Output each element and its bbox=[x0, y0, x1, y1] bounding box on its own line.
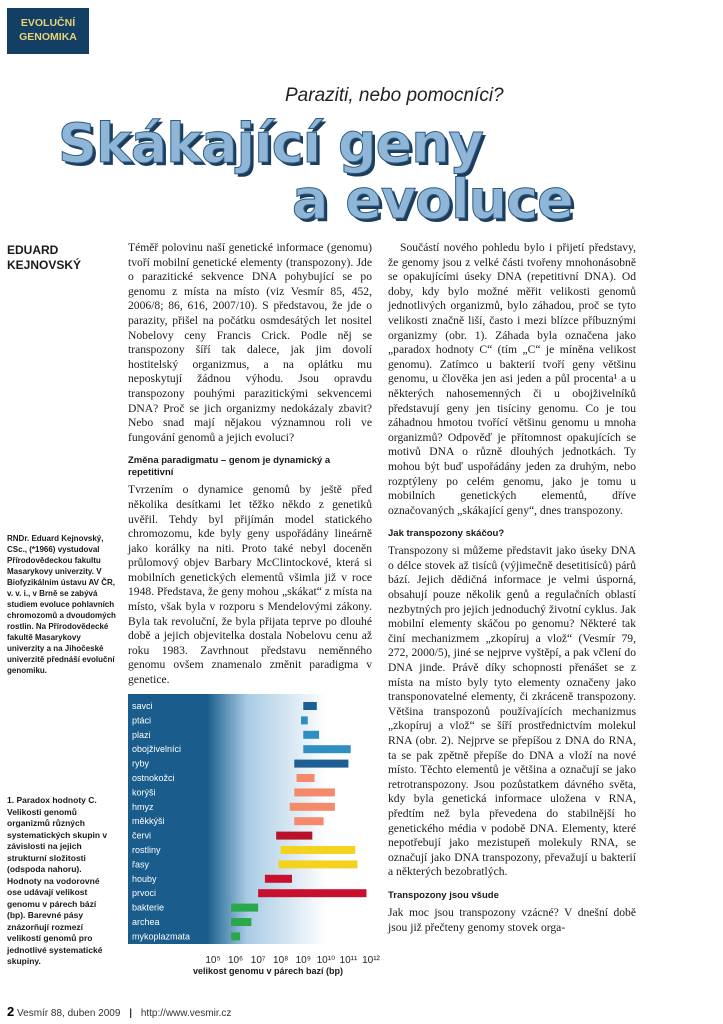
chart-range-bar bbox=[231, 918, 251, 926]
footer-separator: | bbox=[129, 1008, 133, 1019]
chart-range-bar bbox=[294, 760, 348, 768]
chart-category-label: ryby bbox=[132, 758, 150, 769]
chart-range-bar bbox=[303, 731, 319, 739]
chart-x-tick-label: 10¹⁰ bbox=[316, 955, 336, 966]
chart-category-label: ostnokožci bbox=[132, 773, 175, 783]
chart-x-tick-label: 10¹¹ bbox=[339, 955, 358, 966]
chart-x-tick-label: 10⁶ bbox=[227, 955, 244, 966]
article-title-line-1: Skákající geny bbox=[58, 112, 483, 175]
chart-category-label: hmyz bbox=[132, 801, 154, 812]
chart-range-bar bbox=[231, 904, 258, 912]
chart-category-label: houby bbox=[132, 873, 157, 884]
chart-range-bar bbox=[290, 803, 335, 811]
chart-x-tick-label: 10¹² bbox=[362, 955, 380, 966]
chart-range-bar bbox=[297, 774, 315, 782]
article-title-line-2: a evoluce bbox=[292, 168, 573, 231]
chart-range-bar bbox=[231, 932, 240, 940]
chart-range-bar bbox=[258, 889, 366, 897]
section-tag-line-1: EVOLUČNÍ bbox=[20, 17, 76, 29]
chart-range-bar bbox=[276, 832, 312, 840]
chart-category-label: měkkýši bbox=[132, 816, 165, 827]
text-column-left bbox=[128, 241, 372, 688]
page-footer bbox=[7, 1004, 231, 1019]
chart-range-bar bbox=[303, 745, 350, 753]
website-url: http://www.vesmir.cz bbox=[140, 1008, 232, 1019]
page-number: 2 bbox=[7, 1004, 15, 1019]
chart-category-label: obojživelníci bbox=[132, 744, 182, 755]
chart-range-bar bbox=[294, 817, 323, 825]
section-heading: Změna paradigmatu – genom je dynamický a repetitivní bbox=[128, 455, 331, 479]
section-tag-line-2: GENOMIKA bbox=[19, 31, 77, 43]
author-bio: RNDr. Eduard Kejnovský, CSc., (*1966) vystudoval Přírodovědeckou fakultu Masarykovy univerzity. V Biofyzikálním ústavu AV ČR, v. v. i., v Brně se zabývá studiem evoluce pohlavních chromozomů a dvoudomých rostlin. Na Přírodovědecké fakultě Masarykovy univerzity a na Jihočeské univerzitě přednáší evoluční genomiku. bbox=[7, 534, 116, 675]
chart-range-bar bbox=[278, 860, 357, 868]
author-last-name: KEJNOVSKÝ bbox=[7, 258, 82, 272]
chart-range-bar bbox=[294, 788, 335, 796]
chart-category-label: ptáci bbox=[132, 715, 152, 726]
chart-category-label: plazi bbox=[132, 729, 151, 740]
article-subtitle: Paraziti, nebo pomocníci? bbox=[285, 85, 504, 106]
genome-size-chart bbox=[128, 694, 380, 966]
chart-category-label: bakterie bbox=[132, 902, 165, 913]
chart-range-bar bbox=[281, 846, 355, 854]
chart-range-bar bbox=[301, 716, 308, 724]
section-heading: Jak transpozony skáčou? bbox=[388, 528, 505, 540]
author-first-name: EDUARD bbox=[7, 243, 59, 257]
chart-x-tick-label: 10⁵ bbox=[205, 955, 221, 966]
chart-range-bar bbox=[303, 702, 317, 710]
chart-x-tick-label: 10⁹ bbox=[295, 955, 311, 966]
text-column-right bbox=[388, 241, 636, 935]
author-name bbox=[7, 243, 117, 273]
chart-x-tick-label: 10⁸ bbox=[273, 955, 289, 966]
chart-category-label: korýši bbox=[132, 787, 156, 798]
paragraph: Transpozony si můžeme představit jako úseky DNA o délce stovek až tisíců (výjimečně desetitisíců) párů bází. Jejich dědičná informace je velmi úsporná, obsahují pouze několik genů a regulačních oblastí nezbytných pro jejich jednoduchý životní cyklus. Jak mobilní elementy skáčou po genomu? Některé tak činí mechanizmem „zkopíruj a vlož“ (Vesmír 79, 272, 2000/5), jiné se nejprve vyštěpí, a pak včlení do DNA jinde. Právě díky schopnosti přenášet se z místa na místo byly tyto elementy označeny jako transponovatelné elementy, či zkráceně transpozony. Většina transpozonů používajících mechanizmus „zkopíruj a vlož“ se šíří prostřednictvím molekul RNA (obr. 2). Nejprve se přepíšou z DNA do RNA, ta se pak zpětně přepíše do DNA a vloží na nové místo. Těchto elementů je většina a označují se jako retrotranspozony. Jsou pozůstatkem dávného světa, kdy byla genetická informace uložena v RNA, předtím než byla převedena do stabilnější ho genetického média v podobě DNA. Elementy, které nepotřebují jako mezistupeň molekuly RNA, se označují jako DNA transpozony, převažují u bakterií a některých bezobratlých. bbox=[388, 544, 636, 879]
chart-category-label: prvoci bbox=[132, 888, 157, 899]
chart-range-bar bbox=[265, 875, 292, 883]
paragraph: Tvrzením o dynamice genomů by ještě před několika desítkami let těžko někdo z genetiků uvěřil. Tehdy byl přijímán model statického chromozomu, kde byly geny uspořádány lineárně jako korálky na niti. Proto také nebyl doceněn průlomový objev Barbary McClintockové, která si mobilních genetických elementů všimla již v roce 1948. Představa, že geny mohou „skákat“ z místa na místo, však byla v rozporu s Mendelovými zákony. Byla tak revoluční, že byla přijata teprve po dlouhé době a jejich objevitelka dostala Nobelovu cenu až roku 1983. Zavrhnout představu neměnného genomu ovšem znamenalo změnit paradigma v genetice. bbox=[128, 483, 372, 687]
chart-category-label: savci bbox=[132, 701, 153, 711]
paragraph: Téměř polovinu naší genetické informace (genomu) tvoří mobilní genetické elementy (transpozony). Jde o parazitické sekvence DNA pohybující se po genomu z místa na místo (viz Vesmír 85, 452, 2006/8; 86, 616, 2007/10). S představou, že jde o parazity, přišel na počátku osmdesátých let nositel Nobelovy ceny Francis Crick. Podle něj se transpozony šíří tak dalece, jak jim dovolí hostitelský organizmus, a na oplátku mu neposkytují žádnou výhodu. Jsou opravdu transpozony pouhými parazitickými sekvencemi DNA? Proč se jich organizmy nedokázaly zbavit? Nebo snad mají nějakou významnou roli ve fungování genomů a jejich evoluci? bbox=[128, 241, 372, 444]
chart-category-label: mykoplazmata bbox=[132, 931, 191, 942]
issue-info: Vesmír 88, duben 2009 bbox=[17, 1008, 121, 1019]
paragraph: Jak moc jsou transpozony vzácné? V dnešní době jsou již přečteny genomy stovek orga- bbox=[388, 905, 636, 934]
chart-category-label: rostliny bbox=[132, 845, 161, 855]
section-tag bbox=[7, 8, 89, 54]
chart-category-label: archea bbox=[132, 917, 160, 927]
paragraph: Součástí nového pohledu bylo i přijetí představy, že genomy jsou z velké části tvořeny mnohonásobně se opakujícími úseky DNA (repetitivní DNA). Od doby, kdy bylo možné měřit velikosti genomů jednotlivých organizmů, bylo záhadou, proč se tyto velikosti značně liší, často i mezi blízce příbuznými organizmy (obr. 1). Záhada byla označena jako „paradox hodnoty C“ (tím „C“ je míněna velikost genomu). Zatímco u bakterií tvoří geny většinu genomu, u člověka jen asi jeden a půl procenta¹ a u některých nahosemenných či u obojživelníků představují geny jen tisíciny genomu. Co je tou záhadnou hmotou tvořící většinu genomu u mnoha organizmů? Odpověď je přítomnost opakujících se motivů DNA o různě dlouhých jednotkách. Ty mohou být buď uspořádány jeden za druhým, nebo rozptýleny po celém genomu, jako je tomu u mobilních genetických elementů, dříve označovaných „skákající geny“, dnes transpozony. bbox=[388, 241, 636, 517]
figure-caption: 1. Paradox hodnoty C. Velikosti genomů organizmů různých systematických skupin v závislosti na jejich strukturní složitosti (odspoda nahoru). Hodnoty na vodorovné ose udávají velikost genomu v párech bází (bp). Barevné pásy znázorňují rozmezí velikostí genomů pro jednotlivé systematické skupiny. bbox=[7, 795, 108, 966]
chart-category-label: červi bbox=[132, 830, 152, 841]
section-heading: Transpozony jsou všude bbox=[388, 889, 499, 901]
chart-x-axis-title: velikost genomu v párech bazí (bp) bbox=[193, 966, 344, 976]
chart-category-label: řasy bbox=[132, 859, 150, 870]
chart-x-tick-label: 10⁷ bbox=[250, 955, 266, 966]
chart-svg bbox=[128, 694, 380, 974]
